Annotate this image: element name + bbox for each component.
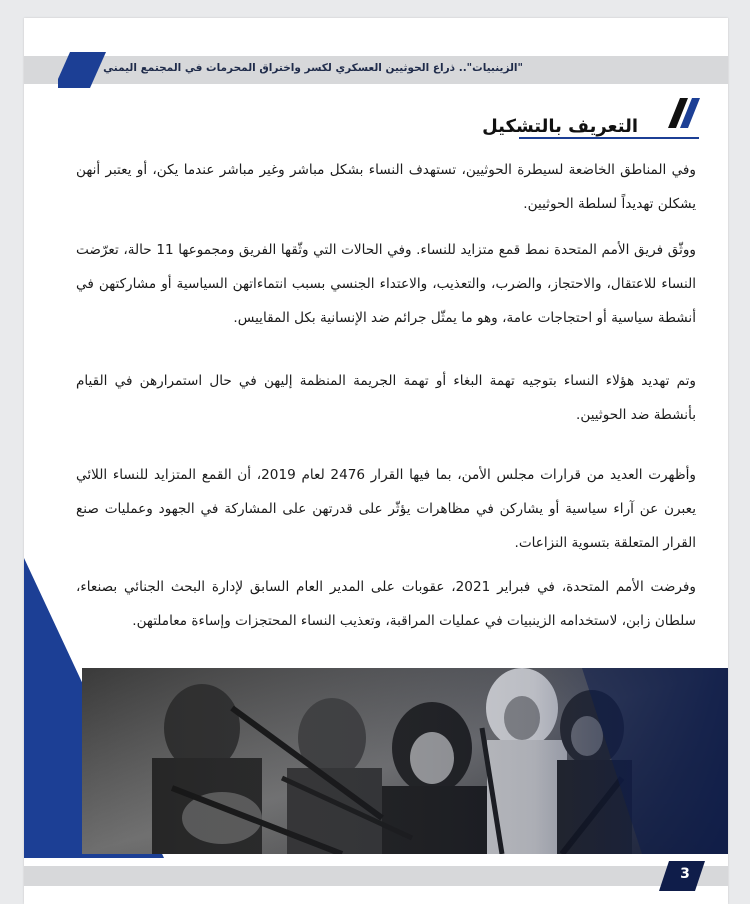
page-number-badge [659,861,705,891]
cover-photo [82,668,728,854]
paragraph-2: ووثّق فريق الأمم المتحدة نمط قمع متزايد للنساء. وفي الحالات التي وثّقها الفريق ومجموعها 11 حالة، تعرّضت النساء للاعتقال، والاحتجاز، والضرب، والتعذيب، والاعتداء الجنسي بسبب انتماءاتهن السياسية أو مشاركتهن في أنشطة سياسية أو احتجاجات عامة، وهو ما يمثّل جرائم ضد الإنسانية بكل المقاييس. [76,242,696,326]
page-number: 3 [680,866,690,882]
footer-bar [24,866,728,886]
paragraph-3: وتم تهديد هؤلاء النساء بتوجيه تهمة البغاء أو تهمة الجريمة المنظمة إليهن في حال استمرارهن في القيام بأنشطة ضد الحوثيين. [76,373,696,423]
paragraph-5: وفرضت الأمم المتحدة، في فبراير 2021، عقوبات على المدير العام السابق لإدارة البحث الجنائي بصنعاء، سلطان زابن، لاستخدامه الزينبيات في عمليات المراقبة، وتعذيب النساء المحتجزات وإساءة معاملتهن. [76,579,696,629]
title-underline [519,137,699,139]
running-header-title: "الزينبيات".. ذراع الحوثيين العسكري لكسر واختراق المحرمات في المجتمع اليمني [103,62,523,74]
paragraph-1: وفي المناطق الخاضعة لسيطرة الحوثيين، تستهدف النساء بشكل مباشر وغير مباشر عندما يكن، أو يعتبر أنهن يشكلن تهديداً لسلطة الحوثيين. [76,162,696,212]
title-accent-stripes [664,98,704,142]
section-title: التعريف بالتشكيل [482,116,638,137]
document-page [24,18,728,904]
paragraph-4: وأظهرت العديد من قرارات مجلس الأمن، بما فيها القرار 2476 لعام 2019، أن القمع المتزايد للنساء اللائي يعبرن عن آراء سياسية أو يشاركن في مظاهرات يؤثّر على قدرتهن على المشاركة في الجهود وعمليات صنع القرار المتعلقة بتسوية النزاعات. [76,467,696,551]
